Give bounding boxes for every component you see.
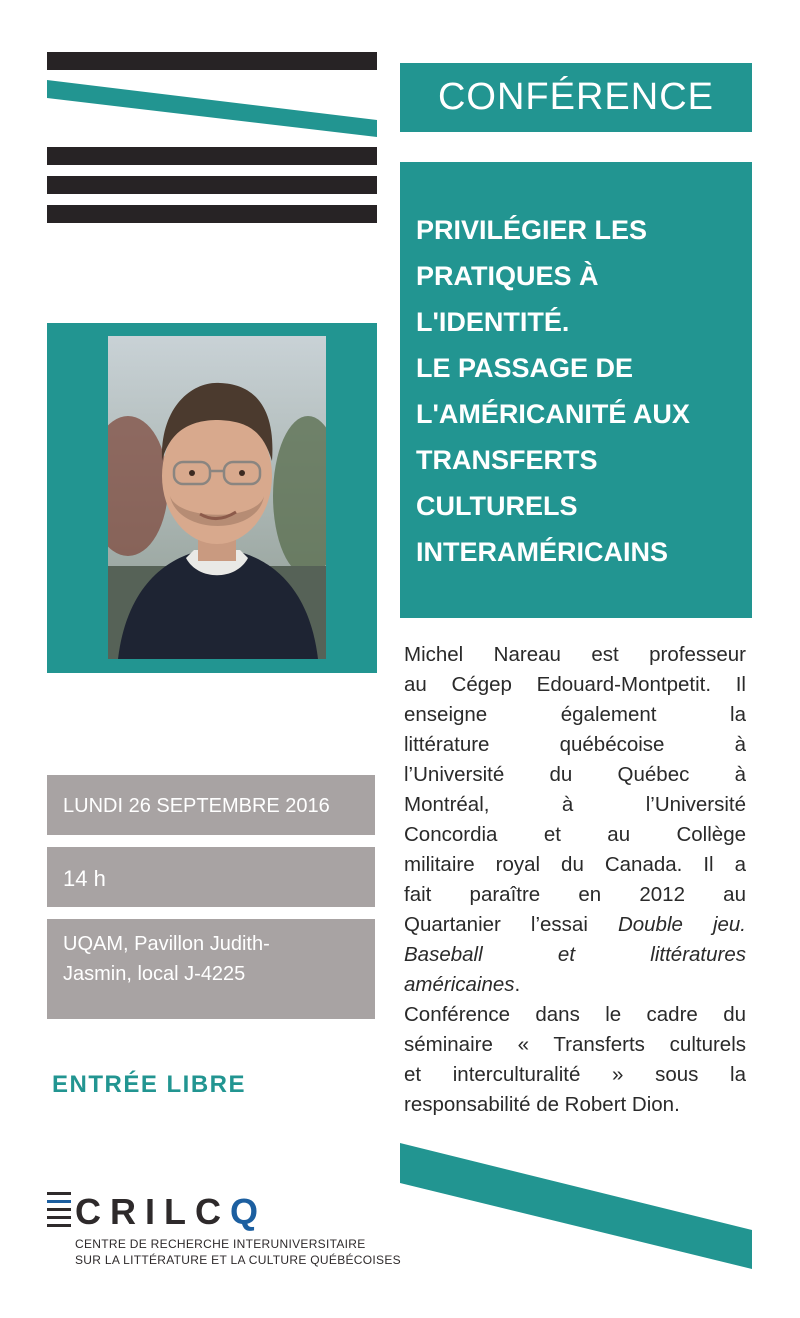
bio-line-book-title [404,910,746,940]
bio-book-title-start: Double jeu. [617,913,746,936]
bio-period: . [514,973,521,996]
bio-line: fait paraître en 2012 au [404,883,746,906]
title-line: L'IDENTITÉ. [416,307,570,337]
bio-line: l’Université du Québec à [404,763,746,786]
event-time: 14 h [63,866,106,891]
bio-line: responsabilité de Robert Dion. [404,1093,680,1116]
conference-header [400,63,752,132]
title-line: TRANSFERTS [416,445,598,475]
conference-label: CONFÉRENCE [437,76,715,118]
decor-stripe-3 [47,176,377,194]
bio-line: militaire royal du Canada. Il a [404,853,746,876]
bio-line: Montréal, à l’Université [404,793,746,816]
decor-stripe-4 [47,205,377,223]
bio-line: au Cégep Edouard-Montpetit. Il [404,673,746,696]
title-line: INTERAMÉRICAINS [416,537,669,567]
bio-book-title-end: américaines [404,973,515,996]
title-line: PRATIQUES À [416,261,599,291]
logo-name-end: Q [230,1191,268,1232]
speaker-portrait-illustration [108,336,326,659]
bio-line [404,940,746,970]
speaker-bio [404,640,746,1120]
event-location-box [47,919,375,1019]
bio-line: littérature québécoise à [404,733,746,756]
bio-line: Conférence dans le cadre du [404,1003,746,1026]
bio-line: enseigne également la [404,703,746,726]
logo-name-main: CRILC [75,1191,230,1232]
event-time-box [47,847,375,907]
bio-line: séminaire « Transferts culturels [404,1033,746,1056]
decor-slanted-band-bottom [390,1135,770,1275]
title-line: L'AMÉRICANITÉ AUX [416,399,690,429]
speaker-photo-frame [47,323,377,673]
title-line: CULTURELS [416,491,578,521]
title-line: PRIVILÉGIER LES [416,215,648,245]
decor-stripe-2 [47,147,377,165]
logo-name [75,1192,267,1232]
event-location-line1: UQAM, Pavillon Judith- [63,933,270,955]
title-line: LE PASSAGE DE [416,353,634,383]
event-date: LUNDI 26 SEPTEMBRE 2016 [63,795,330,817]
bio-line [404,970,746,1000]
event-date-box [47,775,375,835]
bio-book-title-middle: Baseball et littératures [404,943,746,966]
admission-label: ENTRÉE LIBRE [52,1071,247,1098]
bio-line: Concordia et au Collège [404,823,746,846]
speaker-photo [108,336,326,659]
bio-line: et interculturalité » sous la [404,1063,746,1086]
event-location-line2: Jasmin, local J-4225 [63,963,246,985]
talk-title-box [400,162,752,618]
bio-line: Michel Nareau est professeur [404,643,746,666]
bio-text: Quartanier l’essai [404,913,588,936]
talk-title [416,207,746,575]
logo-subtitle-line2: SUR LA LITTÉRATURE ET LA CULTURE QUÉBÉCOISES [75,1253,401,1267]
logo-lines-icon [47,1192,73,1228]
logo-subtitle-line1: CENTRE DE RECHERCHE INTERUNIVERSITAIRE [75,1237,366,1251]
